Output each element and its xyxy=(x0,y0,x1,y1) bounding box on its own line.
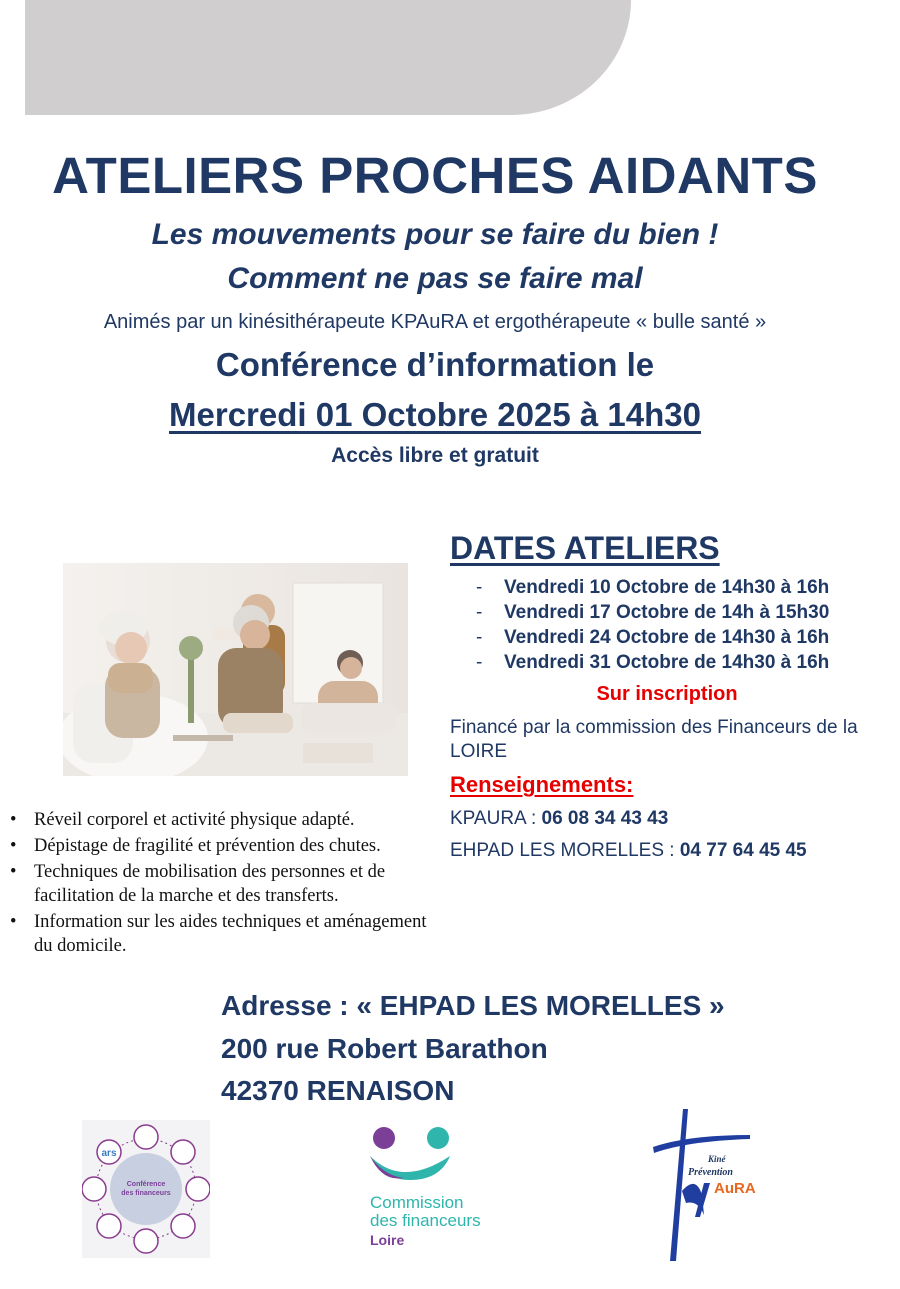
logo-center-line-1: Conférence xyxy=(126,1181,166,1188)
subtitle-avoid-injury: Comment ne pas se faire mal xyxy=(227,262,643,295)
topic-text: Information sur les aides techniques et aménagement du domicile. xyxy=(34,912,427,956)
list-item xyxy=(8,910,448,958)
page-title: ATELIERS PROCHES AIDANTS xyxy=(52,147,818,204)
list-item xyxy=(450,575,890,600)
workshop-dates-list xyxy=(450,575,890,675)
list-item xyxy=(450,650,890,675)
list-item xyxy=(8,860,448,908)
phone-number: 06 08 34 43 43 xyxy=(541,808,669,829)
dates-ateliers-heading: DATES ATELIERS xyxy=(450,530,720,566)
animators-line: Animés par un kinésithérapeute KPAuRA et ergothérapeute « bulle santé » xyxy=(103,311,767,333)
seniors-photo xyxy=(63,563,408,776)
list-item xyxy=(450,625,890,650)
contact-ehpad xyxy=(450,840,807,862)
bullet-icon: • xyxy=(10,836,17,856)
bullet-icon: • xyxy=(10,810,17,830)
topic-text: Techniques de mobilisation des personnes et de facilitation de la marche et des transferts. xyxy=(34,862,386,906)
list-dash: - xyxy=(476,627,483,648)
bullet-icon: • xyxy=(10,862,17,882)
topic-text: Dépistage de fragilité et prévention des chutes. xyxy=(34,836,381,856)
conference-financeurs-logo xyxy=(82,1120,210,1258)
workshop-date: Vendredi 24 Octobre de 14h30 à 16h xyxy=(504,627,830,648)
conference-heading: Conférence d’information le xyxy=(215,346,655,383)
commission-line-3: Loire xyxy=(370,1232,405,1248)
list-item xyxy=(8,808,448,832)
kpaura-line-3: AuRA xyxy=(714,1180,756,1197)
address-line-2: 200 rue Robert Barathon xyxy=(221,1033,548,1064)
list-item xyxy=(8,834,448,858)
topics-list xyxy=(8,808,448,960)
kpaura-line-2: Prévention xyxy=(688,1167,733,1178)
kpaura-line-1: Kiné xyxy=(708,1154,726,1164)
workshop-date: Vendredi 17 Octobre de 14h à 15h30 xyxy=(504,602,830,623)
list-dash: - xyxy=(476,577,483,598)
address-line-1: Adresse : « EHPAD LES MORELLES » xyxy=(221,990,725,1021)
registration-note: Sur inscription xyxy=(596,683,738,705)
commission-financeurs-logo xyxy=(362,1118,502,1263)
subtitle-movements: Les mouvements pour se faire du bien ! xyxy=(151,218,719,251)
conference-date: Mercredi 01 Octobre 2025 à 14h30 xyxy=(169,396,701,433)
ars-text: ars xyxy=(101,1148,117,1159)
address-line-3: 42370 RENAISON xyxy=(221,1075,455,1106)
contact-kpaura xyxy=(450,808,668,830)
access-note: Accès libre et gratuit xyxy=(331,444,539,467)
logo-center-line-2: des financeurs xyxy=(121,1190,171,1197)
list-dash: - xyxy=(476,602,483,623)
funding-note: Financé par la commission des Financeurs de la LOIRE xyxy=(450,717,858,762)
information-heading: Renseignements: xyxy=(450,772,634,797)
kpaura-logo xyxy=(638,1105,778,1265)
bullet-icon: • xyxy=(10,912,17,932)
contact-label: EHPAD LES MORELLES : xyxy=(450,840,680,861)
topic-text: Réveil corporel et activité physique adapté. xyxy=(34,810,355,830)
header-decoration xyxy=(25,0,631,115)
phone-number: 04 77 64 45 45 xyxy=(679,840,807,861)
list-item xyxy=(450,600,890,625)
commission-line-2: des financeurs xyxy=(370,1211,481,1230)
workshop-date: Vendredi 10 Octobre de 14h30 à 16h xyxy=(504,577,830,598)
contact-label: KPAURA : xyxy=(450,808,542,829)
list-dash: - xyxy=(476,652,483,673)
commission-line-1: Commission xyxy=(370,1193,464,1212)
workshop-date: Vendredi 31 Octobre de 14h30 à 16h xyxy=(504,652,830,673)
